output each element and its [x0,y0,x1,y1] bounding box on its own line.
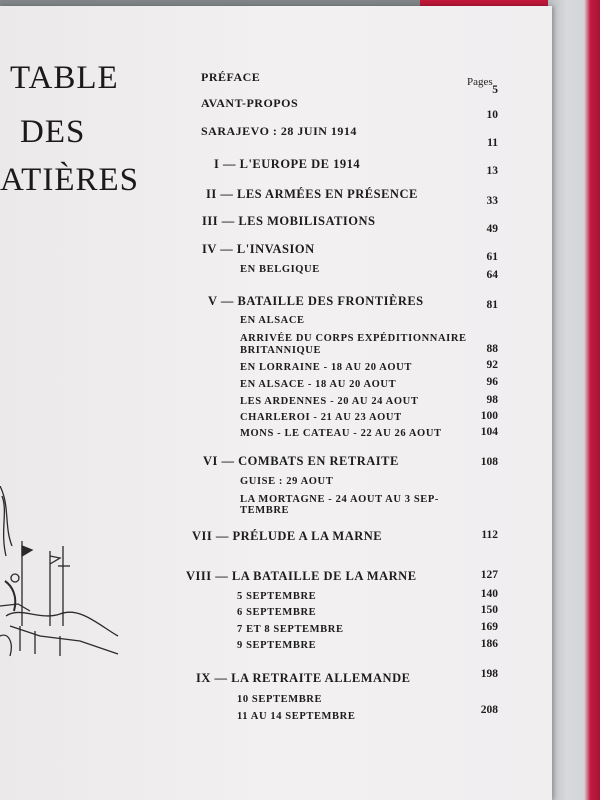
toc-page-6-sept: 150 [480,604,498,616]
toc-sub-en-alsace: EN ALSACE [240,315,305,326]
toc-sub-mons: MONS - LE CATEAU - 22 AU 26 AOUT [240,428,442,439]
toc-entry-avant-propos: AVANT-PROPOS [201,96,299,110]
toc-page-preface: 5 [492,84,498,96]
toc-sub-alsace-2: EN ALSACE - 18 AU 20 AOUT [240,379,397,390]
toc-chapter-8: VIII — LA BATAILLE DE LA MARNE [186,569,417,583]
engraving-illustration [0,486,120,706]
toc-entry-preface: PRÉFACE [201,70,261,84]
toc-page-en-belgique: 64 [486,269,498,281]
red-book-spine [584,0,600,800]
side-title-line-1: TABLE [10,60,119,96]
toc-sub-lorraine: EN LORRAINE - 18 AU 20 AOUT [240,362,412,373]
toc-sub-arrivee: ARRIVÉE DU CORPS EXPÉDITIONNAIRE [240,333,467,344]
toc-chapter-4: IV — L'INVASION [202,242,315,256]
toc-sub-ardennes: LES ARDENNES - 20 AU 24 AOUT [240,396,419,407]
toc-chapter-7: VII — PRÉLUDE A LA MARNE [192,529,383,543]
toc-page-britannique: 88 [486,343,498,355]
side-title-line-3: ATIÈRES [0,162,139,198]
toc-chapter-3: III — LES MOBILISATIONS [202,214,376,228]
toc-page-ardennes: 98 [486,394,498,406]
toc-page-chapter-9: 198 [480,668,498,680]
toc-page-mons: 104 [480,426,498,438]
toc-page-chapter-5: 81 [486,299,498,311]
toc-sub-6-sept: 6 SEPTEMBRE [237,607,317,618]
toc-page-chapter-7: 112 [481,529,498,541]
toc-page-11-14-sept: 208 [480,704,498,716]
toc-sub-11-14-sept: 11 AU 14 SEPTEMBRE [237,711,356,722]
toc-page-9-sept: 186 [480,638,498,650]
toc-sub-7-8-sept: 7 ET 8 SEPTEMBRE [237,624,344,635]
toc-page-7-8-sept: 169 [480,621,498,633]
toc-page-lorraine: 92 [486,359,498,371]
toc-sub-5-sept: 5 SEPTEMBRE [237,591,317,602]
toc-sub-en-belgique: EN BELGIQUE [240,264,320,275]
toc-sub-guise: GUISE : 29 AOUT [240,476,334,487]
toc-page-chapter-2: 33 [486,195,498,207]
toc-entry-sarajevo: SARAJEVO : 28 JUIN 1914 [201,124,357,138]
toc-page-alsace-2: 96 [486,376,498,388]
toc-page-avant-propos: 10 [486,109,498,121]
toc-sub-charleroi: CHARLEROI - 21 AU 23 AOUT [240,412,402,423]
toc-chapter-9: IX — LA RETRAITE ALLEMANDE [196,671,411,685]
toc-page-chapter-8: 127 [480,569,498,581]
toc-sub-tembre: TEMBRE [240,505,290,516]
toc-page-sarajevo: 11 [487,137,498,149]
toc-sub-10-sept: 10 SEPTEMBRE [237,694,323,705]
toc-sub-britannique: BRITANNIQUE [240,345,322,356]
toc-page-charleroi: 100 [480,410,498,422]
toc-page-chapter-1: 13 [486,165,498,177]
toc-sub-9-sept: 9 SEPTEMBRE [237,640,317,651]
toc-page-chapter-6: 108 [480,456,498,468]
toc-chapter-1: I — L'EUROPE DE 1914 [214,157,361,171]
pages-column-header: Pages [467,76,493,88]
book-page [0,6,552,800]
side-title-line-2: DES [20,114,86,150]
toc-chapter-2: II — LES ARMÉES EN PRÉSENCE [206,187,418,201]
toc-page-5-sept: 140 [480,588,498,600]
toc-page-chapter-4: 61 [486,251,498,263]
toc-chapter-6: VI — COMBATS EN RETRAITE [203,454,399,468]
toc-chapter-5: V — BATAILLE DES FRONTIÈRES [208,294,424,308]
toc-sub-mortagne: LA MORTAGNE - 24 AOUT AU 3 SEP- [240,494,439,505]
toc-page-chapter-3: 49 [486,223,498,235]
